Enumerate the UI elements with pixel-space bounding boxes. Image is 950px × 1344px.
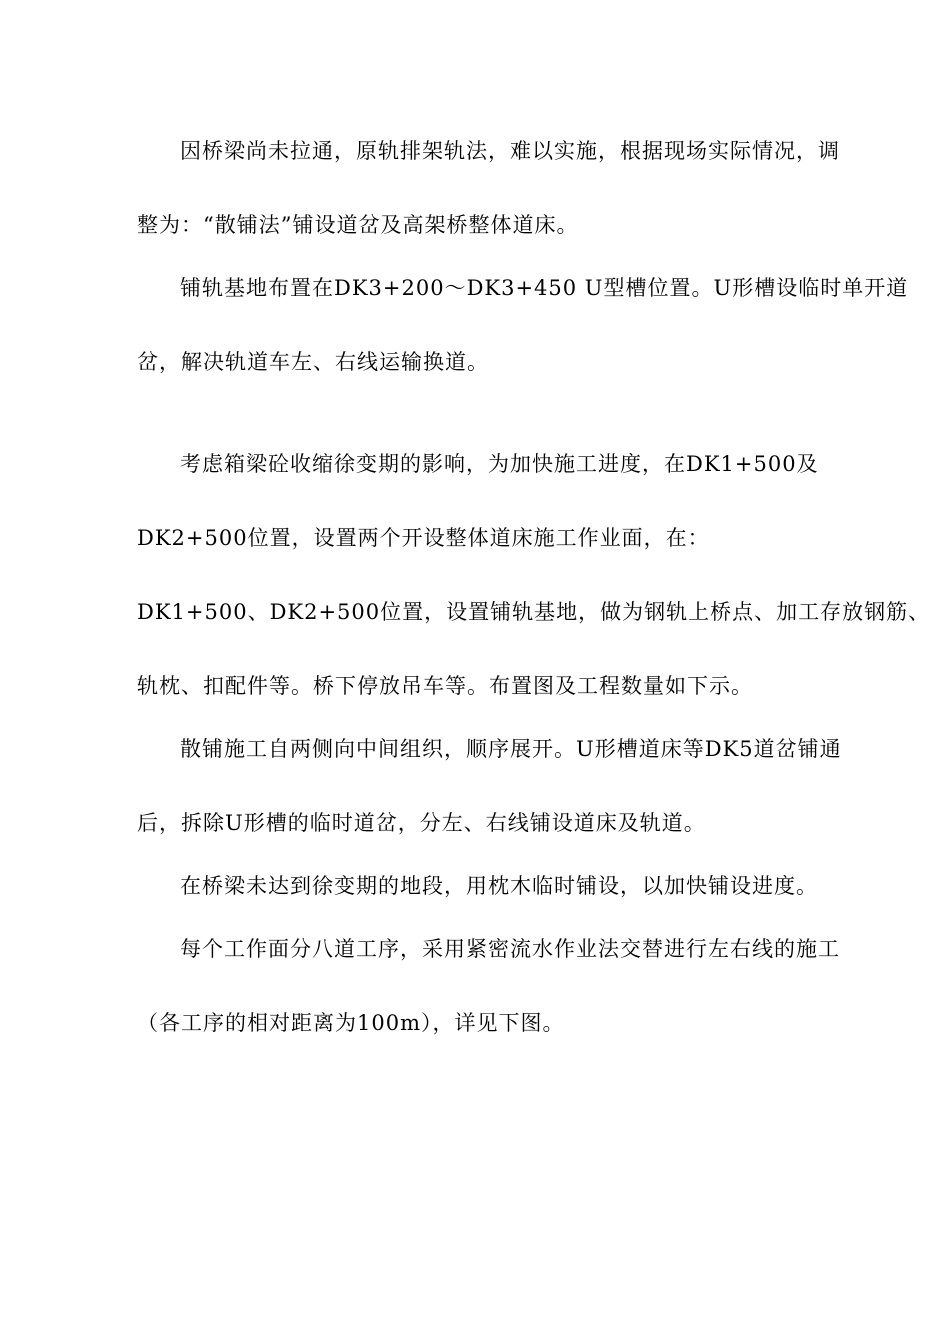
paragraph-4-line-2: 后，拆除U形槽的临时道岔，分左、右线铺设道床及轨道。 bbox=[137, 811, 706, 835]
paragraph-6-line-2: （各工序的相对距离为100m），详见下图。 bbox=[137, 1011, 565, 1035]
paragraph-2-line-1: 铺轨基地布置在DK3+200～DK3+450 U型槽位置。U形槽设临时单开道 bbox=[180, 276, 909, 300]
paragraph-4-line-1: 散铺施工自两侧向中间组织，顺序展开。U形槽道床等DK5道岔铺通 bbox=[180, 737, 842, 761]
paragraph-2-line-2: 岔，解决轨道车左、右线运输换道。 bbox=[137, 350, 489, 374]
paragraph-1-line-2: 整为：“散铺法”铺设道岔及高架桥整体道床。 bbox=[137, 213, 579, 237]
paragraph-1-line-1: 因桥梁尚未拉通，原轨排架轨法，难以实施，根据现场实际情况，调 bbox=[180, 139, 840, 163]
paragraph-3-line-4: 轨枕、扣配件等。桥下停放吊车等。布置图及工程数量如下示。 bbox=[137, 674, 753, 698]
paragraph-6-line-1: 每个工作面分八道工序，采用紧密流水作业法交替进行左右线的施工 bbox=[180, 937, 840, 961]
paragraph-3-line-1: 考虑箱梁砼收缩徐变期的影响，为加快施工进度，在DK1+500及 bbox=[180, 452, 819, 476]
paragraph-3-line-3: DK1+500、DK2+500位置，设置铺轨基地，做为钢轨上桥点、加工存放钢筋、 bbox=[137, 600, 931, 624]
paragraph-5-line-1: 在桥梁未达到徐变期的地段，用枕木临时铺设，以加快铺设进度。 bbox=[180, 874, 818, 898]
paragraph-3-line-2: DK2+500位置，设置两个开设整体道床施工作业面，在： bbox=[137, 526, 710, 550]
